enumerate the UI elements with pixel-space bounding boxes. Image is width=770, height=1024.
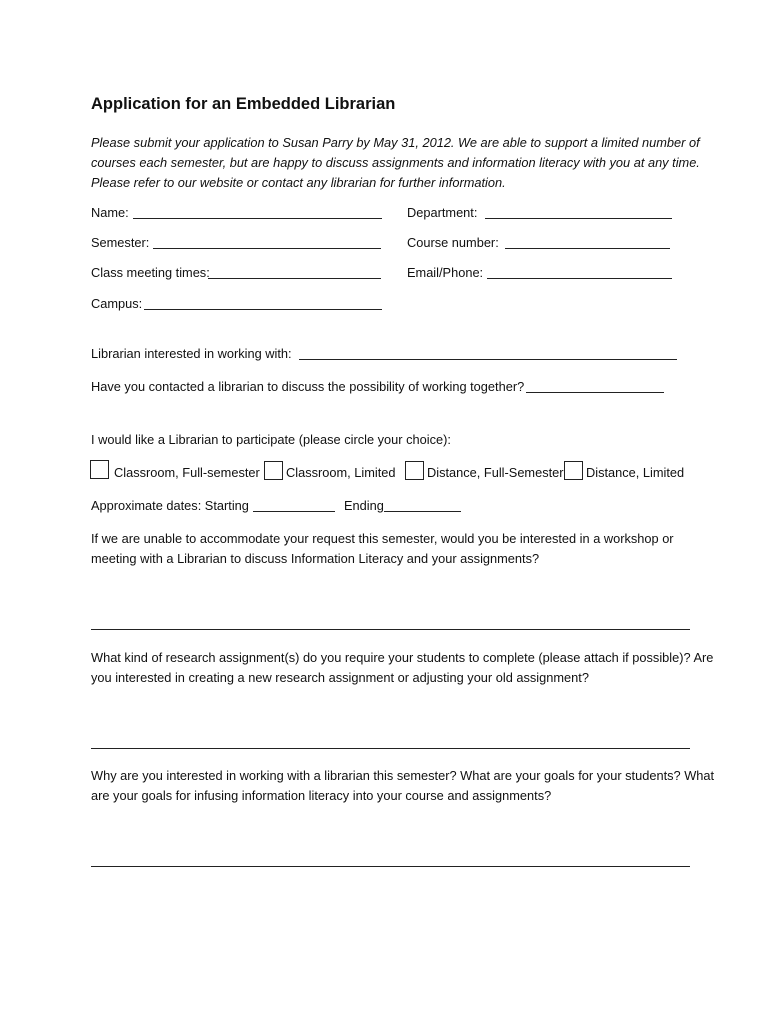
intro-line: courses each semester, but are happy to discuss assignments and information literacy with you at any time. — [91, 155, 700, 170]
checkbox-distance-full-semester[interactable] — [405, 461, 424, 480]
campus-label: Campus: — [91, 296, 143, 311]
answer-goals-field[interactable] — [91, 866, 690, 867]
intro-paragraph — [91, 133, 731, 193]
question-line: meeting with a Librarian to discuss Information Literacy and your assignments? — [91, 551, 540, 566]
participation-prompt: I would like a Librarian to participate (please circle your choice): — [91, 432, 451, 447]
ending-date-field[interactable] — [384, 511, 461, 512]
contacted-librarian-label: Have you contacted a librarian to discuss the possibility of working together? — [91, 379, 525, 394]
question-line: are your goals for infusing information literacy into your course and assignments? — [91, 788, 552, 803]
answer-research-assignment-field[interactable] — [91, 748, 690, 749]
contacted-librarian-field[interactable] — [526, 392, 664, 393]
semester-label: Semester: — [91, 235, 150, 250]
option-distance-limited: Distance, Limited — [586, 465, 685, 480]
intro-line: Please refer to our website or contact any librarian for further information. — [91, 175, 506, 190]
checkbox-distance-limited[interactable] — [564, 461, 583, 480]
name-label: Name: — [91, 205, 129, 220]
page-title: Application for an Embedded Librarian — [91, 95, 396, 113]
class-meeting-times-label: Class meeting times: — [91, 265, 210, 280]
option-classroom-full-semester: Classroom, Full-semester — [114, 465, 260, 480]
option-distance-full-semester: Distance, Full-Semester — [427, 465, 564, 480]
question-line: Why are you interested in working with a librarian this semester? What are your goals for your students? What — [91, 768, 715, 783]
campus-field[interactable] — [144, 309, 382, 310]
question-line: What kind of research assignment(s) do you require your students to complete (please attach if possible)? Are — [91, 650, 714, 665]
librarian-interested-field[interactable] — [299, 359, 677, 360]
question-line: you interested in creating a new research assignment or adjusting your old assignment? — [91, 670, 589, 685]
option-classroom-limited: Classroom, Limited — [286, 465, 396, 480]
starting-date-label: Approximate dates: Starting — [91, 498, 249, 513]
question-workshop — [91, 529, 674, 569]
email-phone-label: Email/Phone: — [407, 265, 484, 280]
checkbox-classroom-limited[interactable] — [264, 461, 283, 480]
class-meeting-times-field[interactable] — [208, 278, 381, 279]
intro-line: Please submit your application to Susan Parry by May 31, 2012. We are able to support a limited number of — [91, 135, 700, 150]
question-research-assignment — [91, 648, 713, 688]
email-phone-field[interactable] — [487, 278, 672, 279]
librarian-interested-label: Librarian interested in working with: — [91, 346, 292, 361]
checkbox-classroom-full-semester[interactable] — [90, 460, 109, 479]
question-goals — [91, 766, 714, 806]
department-field[interactable] — [485, 218, 672, 219]
course-number-field[interactable] — [505, 248, 670, 249]
course-number-label: Course number: — [407, 235, 499, 250]
semester-field[interactable] — [153, 248, 381, 249]
ending-date-label: Ending — [344, 498, 384, 513]
answer-workshop-field[interactable] — [91, 629, 690, 630]
department-label: Department: — [407, 205, 478, 220]
starting-date-field[interactable] — [253, 511, 335, 512]
question-line: If we are unable to accommodate your request this semester, would you be interested in a workshop or — [91, 531, 674, 546]
name-field[interactable] — [133, 218, 382, 219]
